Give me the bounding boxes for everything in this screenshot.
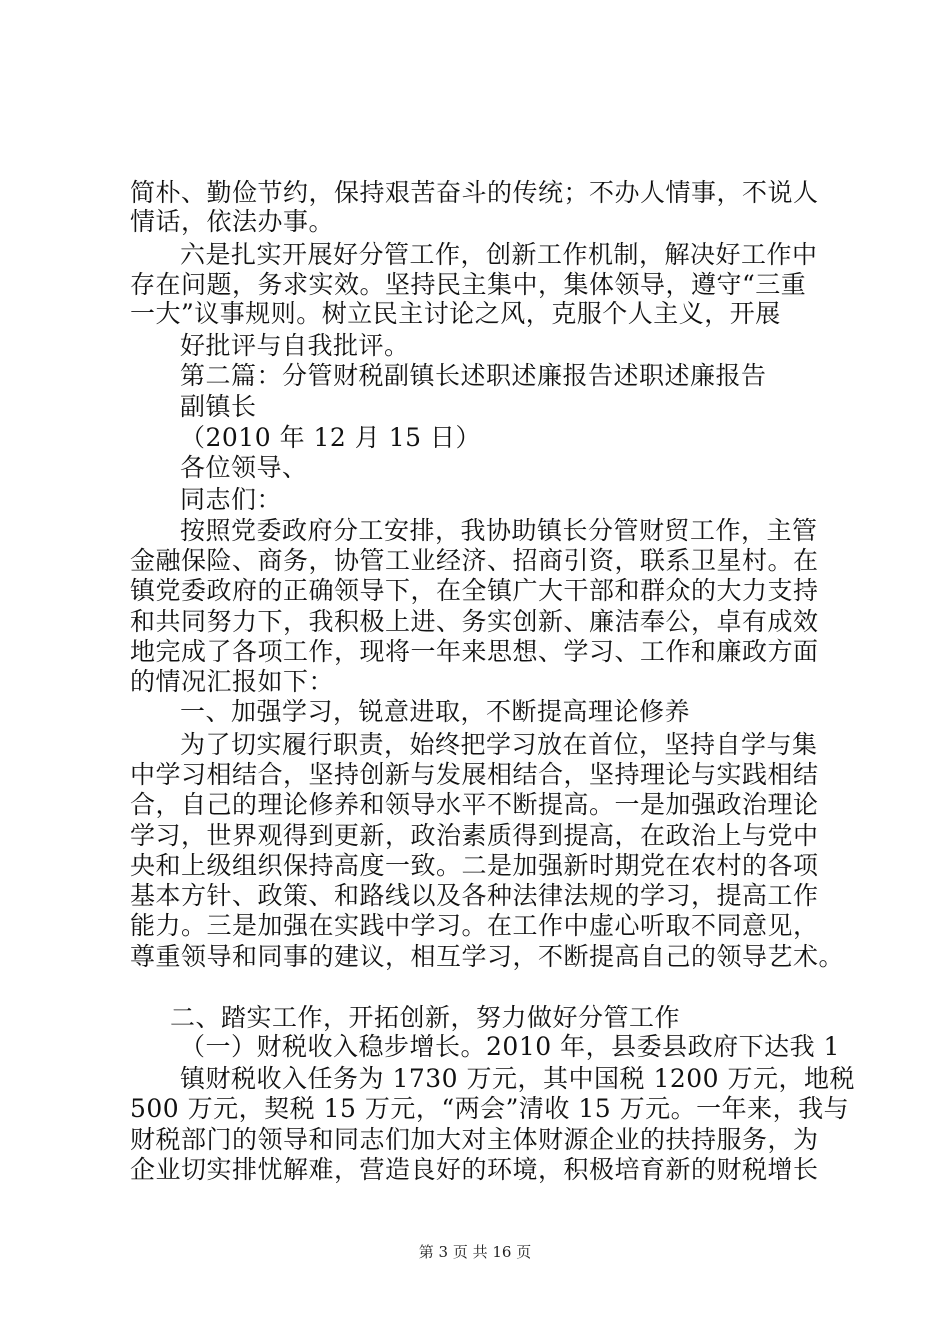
- salutation: 同志们：: [180, 485, 283, 514]
- text-line: 存在问题，务求实效。坚持民主集中，集体领导，遵守“三重: [130, 270, 807, 299]
- text-line: 央和上级组织保持高度一致。二是加强新时期党在农村的各项: [130, 851, 819, 880]
- text-line: 尊重领导和同事的建议，相互学习，不断提高自己的领导艺术。: [130, 942, 845, 971]
- section-title: 第二篇：分管财税副镇长述职述廉报告述职述廉报告: [180, 361, 767, 390]
- text-line: 合，自己的理论修养和领导水平不断提高。一是加强政治理论: [130, 790, 819, 819]
- text-line: 镇党委政府的正确领导下，在全镇广大干部和群众的大力支持: [130, 576, 819, 605]
- salutation: 各位领导、: [180, 453, 308, 482]
- text-line: 500 万元，契税 15 万元，“两会”清收 15 万元。一年来，我与: [130, 1094, 850, 1123]
- text-line: 金融保险、商务，协管工业经济、招商引资，联系卫星村。在: [130, 546, 819, 575]
- text-line: 按照党委政府分工安排，我协助镇长分管财贸工作，主管: [180, 516, 818, 545]
- text-line: 企业切实排忧解难，营造良好的环境，积极培育新的财税增长: [130, 1155, 819, 1184]
- text-line: 和共同努力下，我积极上进、务实创新、廉洁奉公，卓有成效: [130, 607, 819, 636]
- text-line: 财税部门的领导和同志们加大对主体财源企业的扶持服务，为: [130, 1125, 819, 1154]
- text-line: 好批评与自我批评。: [180, 331, 410, 360]
- text-line: 学习，世界观得到更新，政治素质得到提高，在政治上与党中: [130, 821, 819, 850]
- text-line: 情话，依法办事。: [130, 207, 335, 236]
- text-line: 简朴、勤俭节约，保持艰苦奋斗的传统；不办人情事，不说人: [130, 178, 819, 207]
- page-number-footer: 第 3 页 共 16 页: [418, 1243, 532, 1261]
- text-line: 的情况汇报如下：: [130, 667, 335, 696]
- text-line: 副镇长: [180, 392, 257, 421]
- text-line: 基本方针、政策、和路线以及各种法律法规的学习，提高工作: [130, 881, 819, 910]
- text-line: 能力。三是加强在实践中学习。在工作中虚心听取不同意见，: [130, 911, 819, 940]
- text-line: 镇财税收入任务为 1730 万元，其中国税 1200 万元，地税: [180, 1064, 856, 1093]
- text-line: 为了切实履行职责，始终把学习放在首位，坚持自学与集: [180, 730, 818, 759]
- text-line: （一）财税收入稳步增长。2010 年，县委县政府下达我 1: [180, 1032, 840, 1061]
- text-line: 一大”议事规则。树立民主讨论之风，克服个人主义，开展: [130, 299, 781, 328]
- text-line: 中学习相结合，坚持创新与发展相结合，坚持理论与实践相结: [130, 760, 819, 789]
- text-line: 地完成了各项工作，现将一年来思想、学习、工作和廉政方面: [130, 637, 819, 666]
- section-heading: 二、踏实工作，开拓创新，努力做好分管工作: [170, 1003, 681, 1032]
- text-line: 六是扎实开展好分管工作，创新工作机制，解决好工作中: [180, 240, 818, 269]
- date-line: （2010 年 12 月 15 日）: [180, 423, 481, 452]
- section-heading: 一、加强学习，锐意进取，不断提高理论修养: [180, 697, 691, 726]
